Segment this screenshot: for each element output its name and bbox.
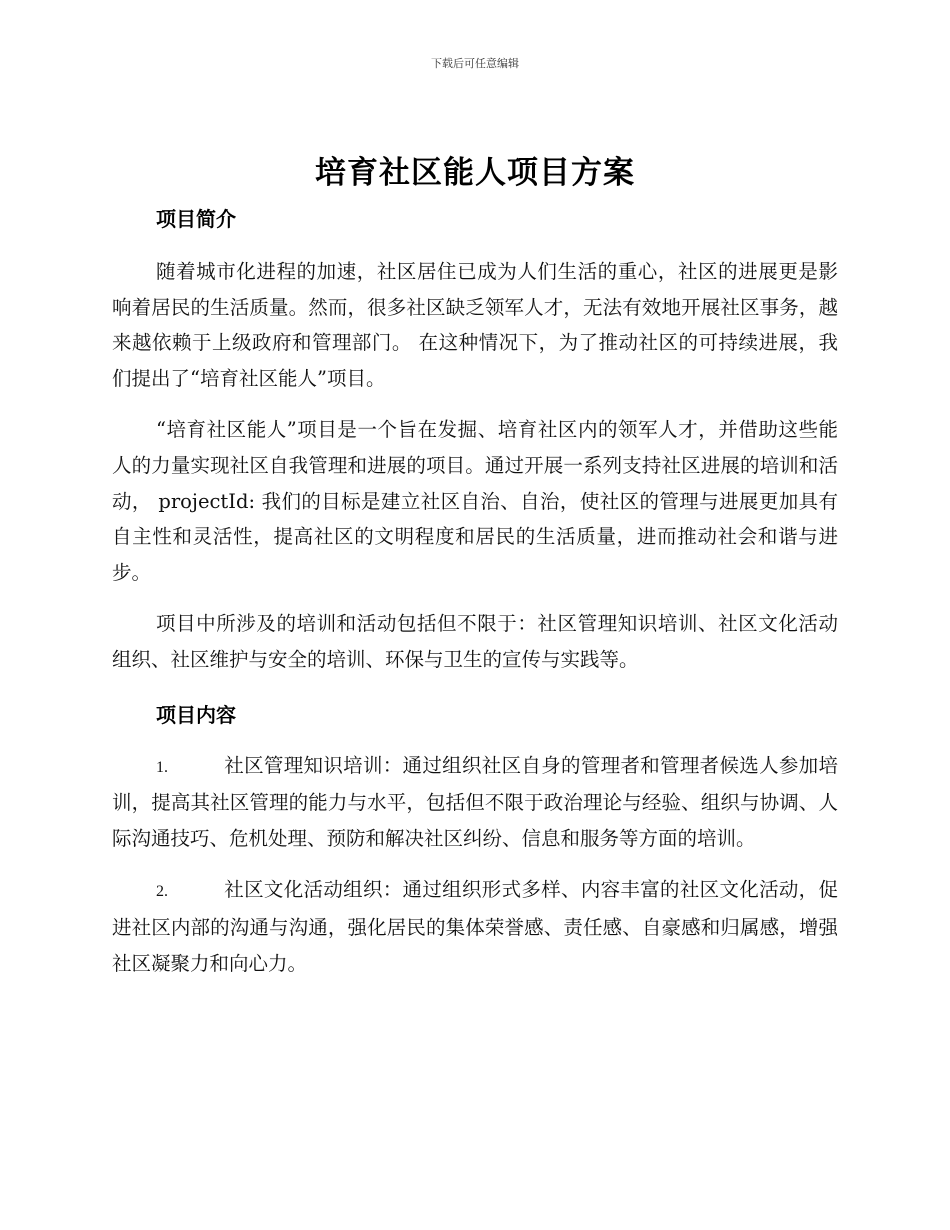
section-heading-content: 项目内容: [156, 702, 236, 727]
list-item-number: 2.: [156, 883, 168, 901]
list-item-text: 社区管理知识培训：通过组织社区自身的管理者和管理者候选人参加培训，提高其社区管理的能力与水平，包括但不限于政治理论与经验、组织与协调、人际沟通技巧、危机处理、预防和解决社区纠纷、信息和服务等方面的培训。: [112, 753, 838, 850]
list-item: [112, 872, 838, 981]
document-title: 培育社区能人项目方案: [315, 155, 635, 191]
document-body: [112, 150, 838, 981]
list-item: [112, 748, 838, 857]
intro-paragraph-3: 项目中所涉及的培训和活动包括但不限于：社区管理知识培训、社区文化活动组织、社区维护与安全的培训、环保与卫生的宣传与实践等。: [112, 612, 838, 671]
list-item-text: 社区文化活动组织：通过组织形式多样、内容丰富的社区文化活动，促进社区内部的沟通与沟通，强化居民的集体荣誉感、责任感、自豪感和归属感，增强社区凝聚力和向心力。: [112, 878, 838, 975]
intro-paragraph-2: “培育社区能人”项目是一个旨在发掘、培育社区内的领军人才，并借助这些能人的力量实现社区自我管理和进展的项目。通过开展一系列支持社区进展的培训和活动， projectId: 我们的目标是建立社区自治、自治，使社区的管理与进展更加具有自主性和灵活性，提高社区的文明程度和居民的生活质量，进而推动社会和谐与进步。: [112, 418, 838, 584]
page-header-note: 下载后可任意编辑: [431, 57, 519, 70]
section-heading-intro: 项目简介: [156, 207, 236, 231]
list-item-number: 1.: [156, 758, 168, 776]
intro-paragraph-1: 随着城市化进程的加速，社区居住已成为人们生活的重心，社区的进展更是影响着居民的生活质量。然而，很多社区缺乏领军人才，无法有效地开展社区事务，越来越依赖于上级政府和管理部门。 在这种情况下，为了推动社区的可持续进展，我们提出了“培育社区能人”项目。: [112, 260, 838, 390]
